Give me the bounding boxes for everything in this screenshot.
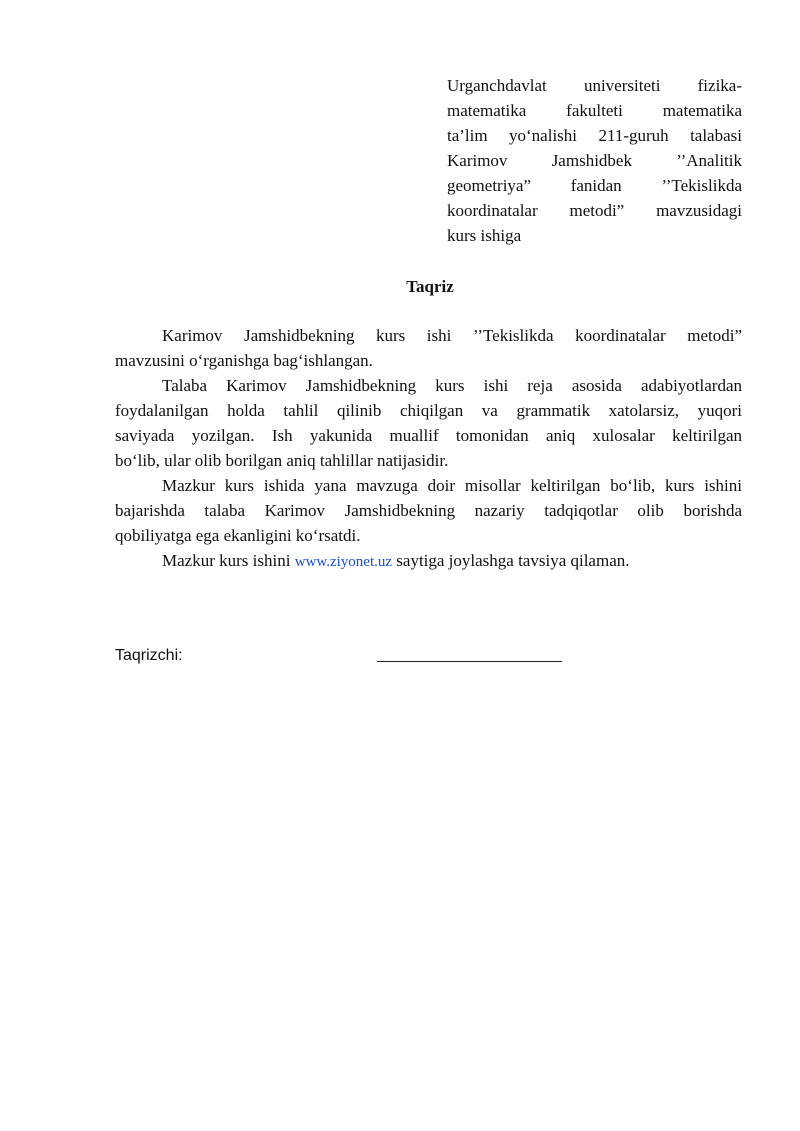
recommendation-text-after: saytiga joylashga tavsiya qilaman. — [392, 551, 630, 570]
address-line-1: Urganchdavlat universiteti fizika- — [447, 76, 742, 95]
address-line-6: koordinatalar metodi” mavzusidagi — [447, 201, 742, 220]
recommendation-text-before: Mazkur kurs ishini — [162, 551, 295, 570]
paragraph-line: mavzusini o‘rganishga bag‘ishlangan. — [115, 351, 373, 370]
address-block — [447, 73, 742, 248]
paragraph-3 — [115, 473, 742, 548]
paragraph-line: bo‘lib, ular olib borilgan aniq tahlillar natijasidir. — [115, 451, 449, 470]
paragraph-line — [115, 548, 742, 575]
address-line-2: matematika fakulteti matematika — [447, 101, 742, 120]
review-body — [115, 323, 742, 575]
address-line-7: kurs ishiga — [447, 226, 522, 245]
document-title: Taqriz — [406, 277, 454, 296]
paragraph-1 — [115, 323, 742, 373]
address-line-4: Karimov Jamshidbek ’’Analitik — [447, 151, 742, 170]
paragraph-line: Talaba Karimov Jamshidbekning kurs ishi reja asosida adabiyotlardan — [162, 376, 742, 395]
paragraph-line: bajarishda talaba Karimov Jamshidbekning nazariy tadqiqotlar olib borishda — [115, 501, 742, 520]
paragraph-line: Karimov Jamshidbekning kurs ishi ’’Tekislikda koordinatalar metodi” — [162, 326, 742, 345]
paragraph-line: foydalanilgan holda tahlil qilinib chiqilgan va grammatik xatolarsiz, yuqori — [115, 401, 742, 420]
signature-line — [377, 661, 562, 662]
reviewer-label: Taqrizchi: — [115, 647, 183, 664]
paragraph-2 — [115, 373, 742, 473]
paragraph-line: Mazkur kurs ishida yana mavzuga doir misollar keltirilgan bo‘lib, kurs ishini — [162, 476, 742, 495]
address-line-5: geometriya” fanidan ’’Tekislikda — [447, 176, 742, 195]
paragraph-line: qobiliyatga ega ekanligini ko‘rsatdi. — [115, 526, 361, 545]
paragraph-line: saviyada yozilgan. Ish yakunida muallif tomonidan aniq xulosalar keltirilgan — [115, 426, 742, 445]
ziyonet-link[interactable]: www.ziyonet.uz — [294, 554, 393, 570]
paragraph-4 — [115, 548, 742, 575]
address-line-3: ta’lim yo‘nalishi 211-guruh talabasi — [447, 126, 742, 145]
